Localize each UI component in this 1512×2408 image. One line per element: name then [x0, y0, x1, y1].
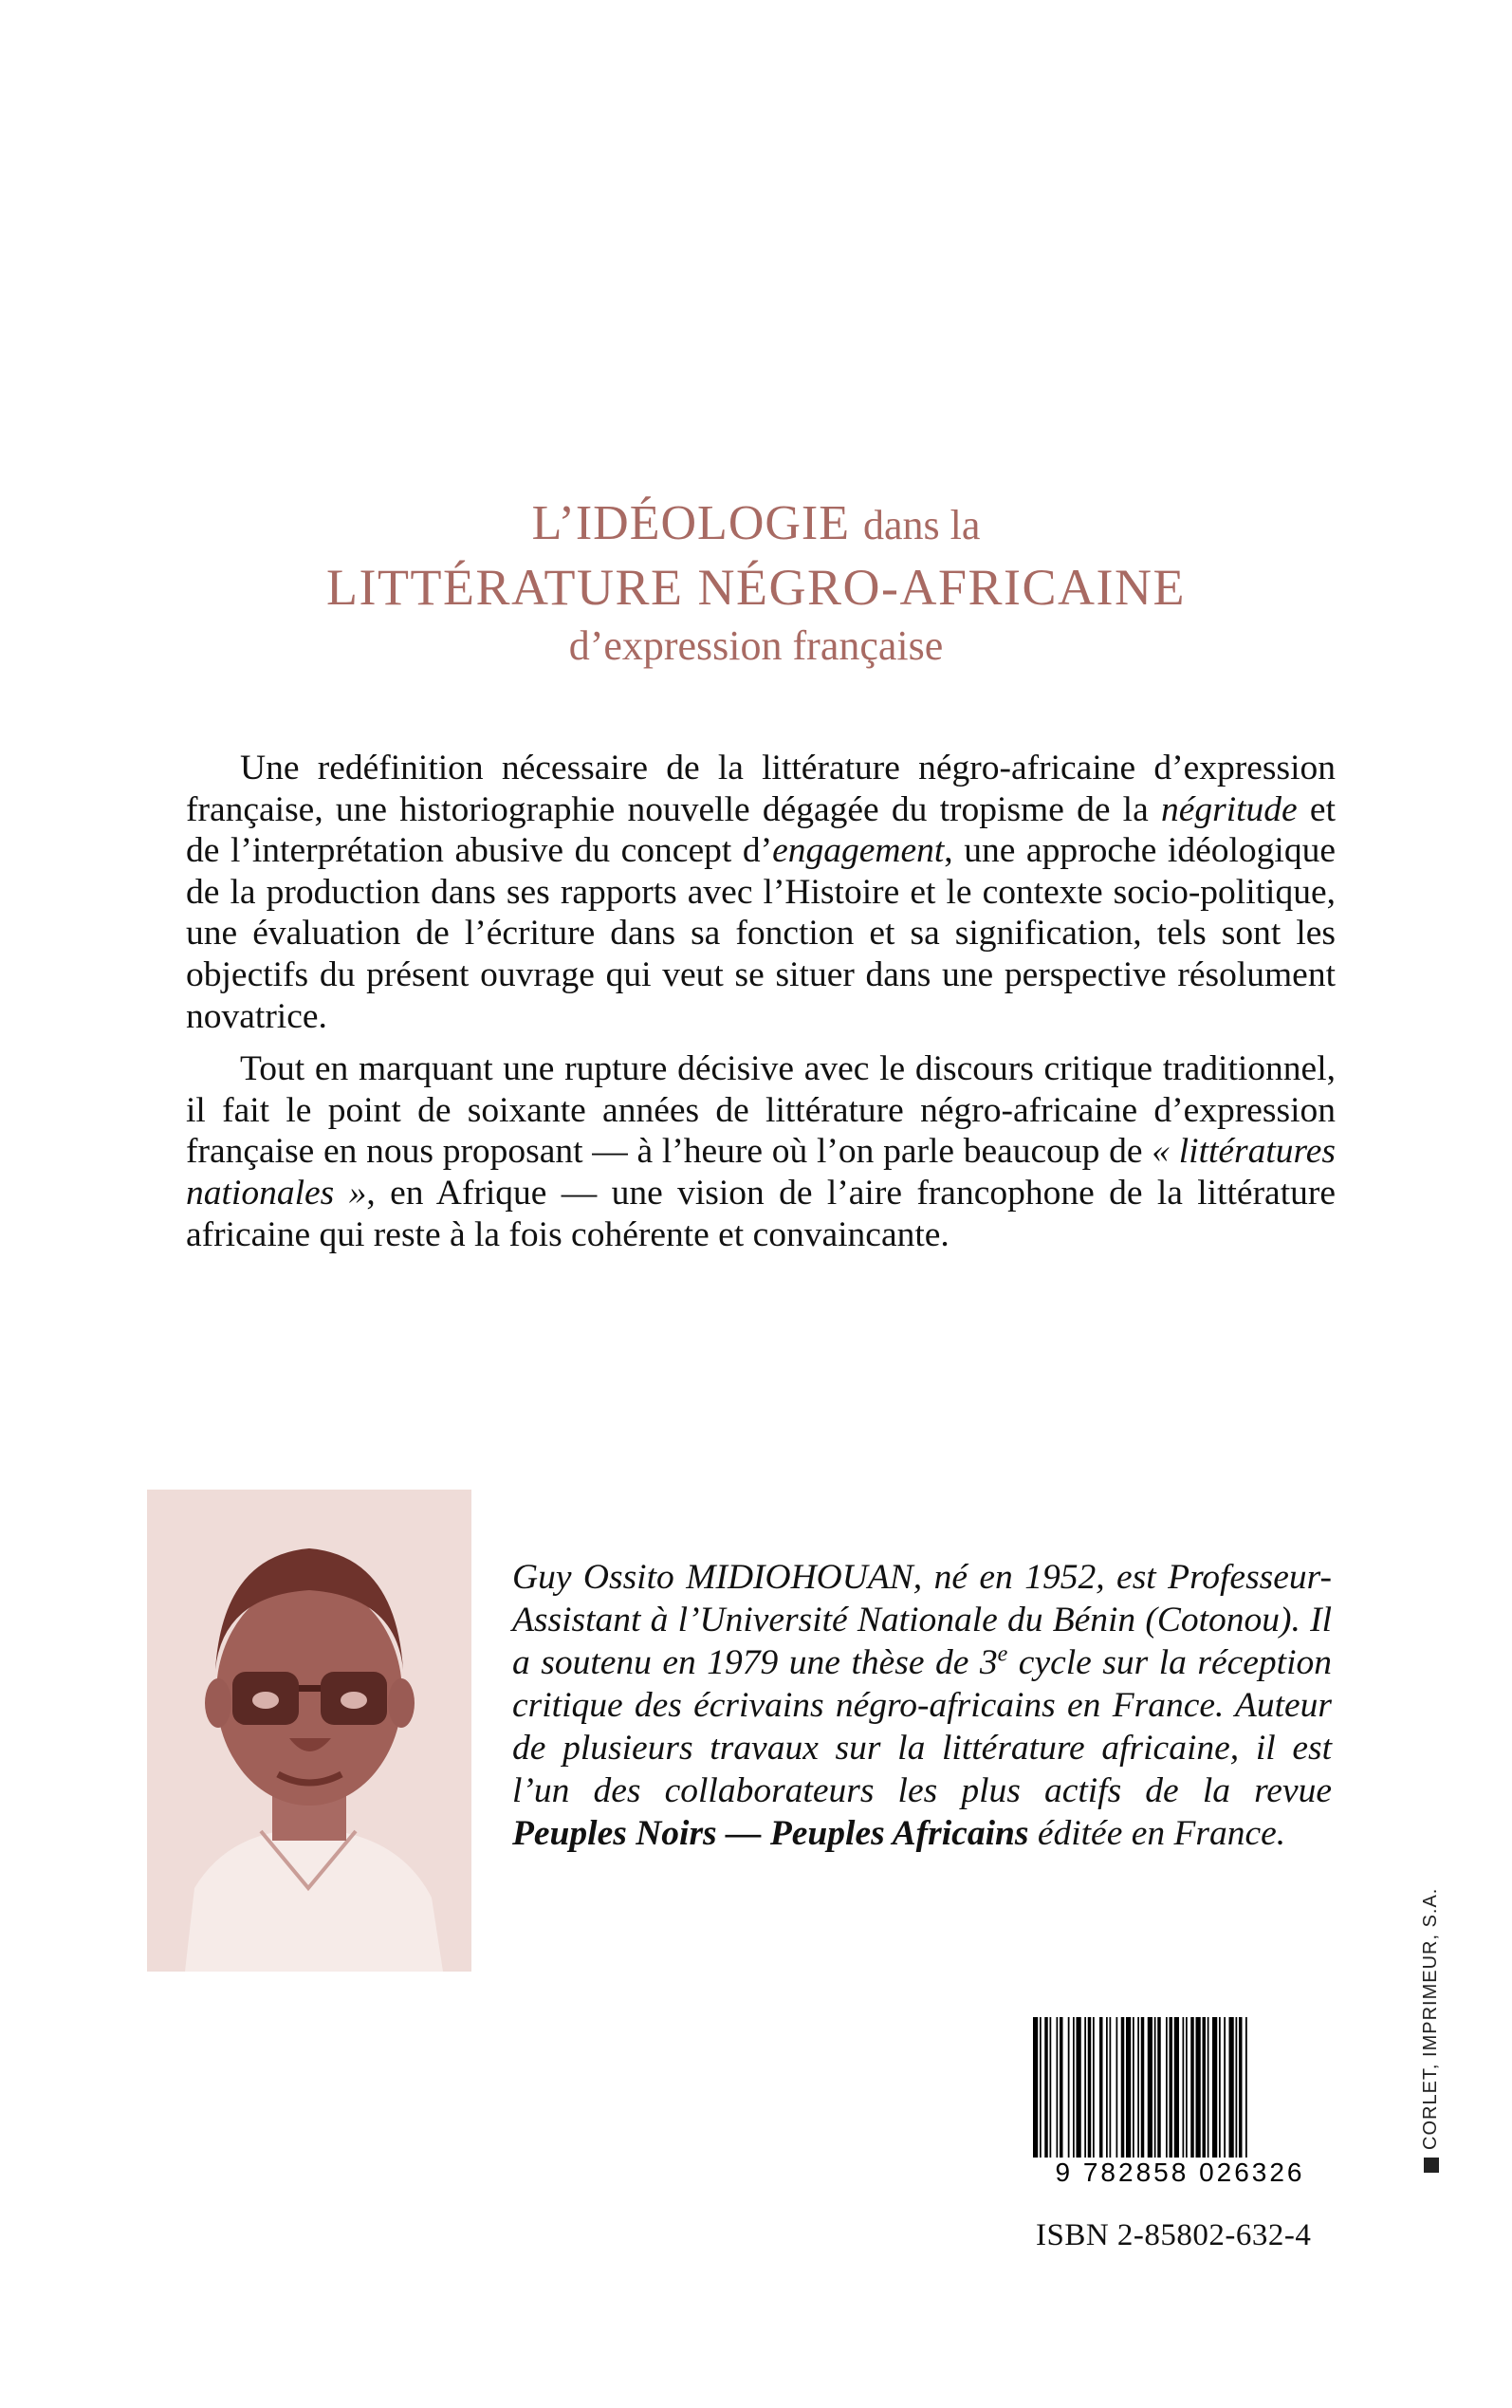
barcode-bar: [1073, 2017, 1075, 2158]
barcode-bar: [1245, 2017, 1247, 2158]
isbn: ISBN 2-85802-632-4: [1036, 2218, 1312, 2252]
barcode-bar: [1060, 2017, 1063, 2158]
barcode-bar: [1229, 2017, 1234, 2158]
barcode-bar: [1190, 2017, 1194, 2158]
barcode-bar: [1121, 2017, 1125, 2158]
barcode-bar: [1077, 2017, 1081, 2158]
book-title: [0, 493, 1512, 674]
barcode-bar: [1116, 2017, 1118, 2158]
barcode-bar: [1084, 2017, 1086, 2158]
barcode-bar: [1186, 2017, 1188, 2158]
barcode-bar: [1219, 2017, 1221, 2158]
barcode-bar: [1141, 2017, 1145, 2158]
title-dans-la: dans la: [863, 502, 981, 548]
barcode-digits: 9 782858 026326: [1055, 2158, 1305, 2187]
barcode-bar: [1033, 2017, 1038, 2158]
title-line-1: [0, 493, 1512, 556]
barcode-bar: [1057, 2017, 1059, 2158]
title-line-2: LITTÉRATURE NÉGRO-AFRICAINE: [326, 559, 1186, 616]
title-line-3: d’expression française: [568, 622, 944, 669]
barcode-bar: [1106, 2017, 1108, 2158]
barcode-bar: [1040, 2017, 1042, 2158]
barcode-bar: [1133, 2017, 1134, 2158]
barcode-bar: [1093, 2017, 1095, 2158]
barcode-bar: [1088, 2017, 1092, 2158]
back-cover-description: [186, 748, 1336, 1267]
barcode-bar: [1137, 2017, 1139, 2158]
barcode-bars-icon: [1029, 2017, 1331, 2158]
barcode-bar: [1148, 2017, 1152, 2158]
barcode-bar: [1126, 2017, 1131, 2158]
barcode-bar: [1044, 2017, 1048, 2158]
author-biography: Guy Ossito MIDIOHOUAN, né en 1952, est Professeur-Assistant à l’Université Nationale du Bénin (Cotonou). Il a soutenu en 1979 une thèse de 3e cycle sur la réception critique des écrivains négro-africains en France. Auteur de plusieurs travaux sur la littérature africaine, il est l’un des collaborateurs les plus actifs de la revue Peuples Noirs — Peuples Africains éditée en France.: [512, 1558, 1333, 1853]
printer-square-icon: [1424, 2158, 1439, 2173]
barcode-bar: [1068, 2017, 1070, 2158]
barcode-bar: [1154, 2017, 1156, 2158]
barcode-bar: [1099, 2017, 1103, 2158]
barcode-bar: [1174, 2017, 1179, 2158]
barcode-bar: [1050, 2017, 1052, 2158]
description-paragraph-1: Une redéfinition nécessaire de la littérature négro-africaine d’expression française, une historiographie nouvelle dégagée du tropisme de la négritude et de l’interprétation abusive du concept d’engagement, une approche idéologique de la production dans ses rapports avec l’Histoire et le contexte socio-politique, une évaluation de l’écriture dans sa fonction et sa signification, tels sont les objectifs du présent ouvrage qui veut se situer dans une perspective résolument novatrice.: [186, 749, 1336, 1036]
barcode-bar: [1212, 2017, 1217, 2158]
barcode-bar: [1196, 2017, 1201, 2158]
barcode-bar: [1157, 2017, 1161, 2158]
barcode-bar: [1239, 2017, 1243, 2158]
barcode-bar: [1224, 2017, 1226, 2158]
description-paragraph-2: Tout en marquant une rupture décisive avec le discours critique traditionnel, il fait le point de soixante années de littérature négro-africaine d’expression française en nous proposant — à l’heure où l’on parle beaucoup de « littératures nationales », en Afrique — une vision de l’aire francophone de la littérature africaine qui reste à la fois cohérente et convaincante.: [186, 1049, 1336, 1254]
author-photo: [147, 1490, 471, 1972]
barcode-bar: [1183, 2017, 1185, 2158]
barcode-bar: [1236, 2017, 1238, 2158]
printer-credit: CORLET, IMPRIMEUR, S.A.: [1420, 1888, 1442, 2173]
title-ideologie: L’IDÉOLOGIE: [531, 496, 851, 550]
barcode-bar: [1208, 2017, 1209, 2158]
barcode-bar: [1166, 2017, 1168, 2158]
barcode: [1029, 2017, 1331, 2188]
barcode-bar: [1170, 2017, 1173, 2158]
barcode-bar: [1203, 2017, 1207, 2158]
barcode-bar: [1110, 2017, 1112, 2158]
